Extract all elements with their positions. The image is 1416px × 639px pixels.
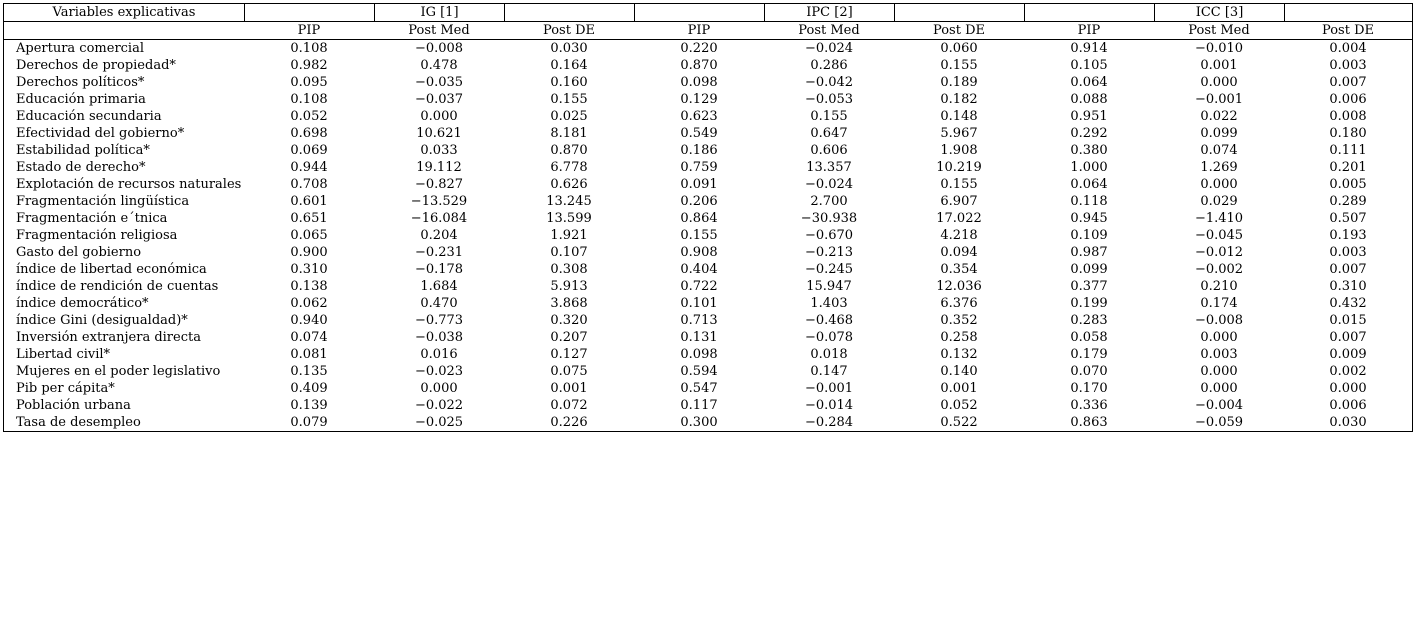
cell-pip-ipc: 0.864 [680, 211, 718, 226]
header-spacer [1284, 4, 1412, 21]
cell-pip-ipc: 0.186 [680, 143, 718, 158]
cell-pip-ig: 0.079 [290, 415, 328, 430]
table-row [4, 261, 1412, 278]
cell-post-med-ig: −0.022 [414, 398, 464, 413]
cell-pip-ipc: 0.547 [680, 381, 718, 396]
table-row [4, 227, 1412, 244]
cell-post-de-ig: 5.913 [550, 279, 588, 294]
row-label: Mujeres en el poder legislativo [16, 364, 221, 379]
cell-pip-icc: 0.179 [1070, 347, 1108, 362]
header-spacer [1024, 4, 1154, 21]
subheader-post-med: Post Med [798, 23, 860, 38]
cell-post-de-ipc: 0.132 [940, 347, 978, 362]
cell-post-med-ig: −0.827 [414, 177, 464, 192]
cell-post-de-ig: 0.030 [550, 41, 588, 56]
cell-pip-icc: 0.951 [1070, 109, 1108, 124]
cell-post-med-ipc: −0.001 [804, 381, 854, 396]
cell-post-de-ig: 0.226 [550, 415, 588, 430]
cell-post-de-icc: 0.002 [1329, 364, 1367, 379]
row-label: Tasa de desempleo [16, 415, 141, 430]
group-header-ig: IG [1] [374, 4, 504, 21]
cell-post-med-icc: 0.000 [1200, 364, 1238, 379]
table-row [4, 363, 1412, 380]
table-row [4, 380, 1412, 397]
cell-post-med-icc: 0.210 [1200, 279, 1238, 294]
cell-post-med-ipc: −0.213 [804, 245, 854, 260]
cell-post-de-ig: 6.778 [550, 160, 588, 175]
cell-post-de-ig: 0.155 [550, 92, 588, 107]
cell-pip-icc: 0.064 [1070, 75, 1108, 90]
row-label: índice Gini (desigualdad)* [16, 313, 188, 328]
cell-post-de-ipc: 0.094 [940, 245, 978, 260]
subheader-post-de: Post DE [1322, 23, 1374, 38]
group-header-row [4, 4, 1412, 21]
cell-pip-ig: 0.065 [290, 228, 328, 243]
cell-pip-ipc: 0.101 [680, 296, 718, 311]
cell-post-de-ig: 0.626 [550, 177, 588, 192]
cell-post-med-ig: 1.684 [420, 279, 458, 294]
cell-post-de-icc: 0.009 [1329, 347, 1367, 362]
row-label: Libertad civil* [16, 347, 111, 362]
cell-post-de-ipc: 0.522 [940, 415, 978, 430]
table-row [4, 40, 1412, 57]
table-row [4, 142, 1412, 159]
cell-post-med-icc: −0.004 [1194, 398, 1244, 413]
cell-post-de-ig: 0.127 [550, 347, 588, 362]
cell-post-de-ipc: 0.148 [940, 109, 978, 124]
cell-post-med-icc: −0.010 [1194, 41, 1244, 56]
table-row [4, 57, 1412, 74]
cell-post-de-ig: 13.599 [546, 211, 592, 226]
cell-pip-icc: 0.109 [1070, 228, 1108, 243]
cell-pip-ig: 0.052 [290, 109, 328, 124]
cell-pip-icc: 0.945 [1070, 211, 1108, 226]
cell-post-de-ig: 0.075 [550, 364, 588, 379]
cell-post-med-ipc: 0.606 [810, 143, 848, 158]
table-row [4, 397, 1412, 414]
cell-pip-icc: 0.058 [1070, 330, 1108, 345]
cell-post-de-ig: 0.160 [550, 75, 588, 90]
cell-post-med-ig: 19.112 [416, 160, 462, 175]
cell-pip-ig: 0.310 [290, 262, 328, 277]
cell-pip-ipc: 0.594 [680, 364, 718, 379]
row-label: índice de rendición de cuentas [16, 279, 219, 294]
cell-post-med-ipc: −0.468 [804, 313, 854, 328]
cell-post-de-icc: 0.000 [1329, 381, 1367, 396]
row-label: índice de libertad económica [16, 262, 207, 277]
cell-pip-icc: 0.070 [1070, 364, 1108, 379]
cell-pip-icc: 0.118 [1070, 194, 1108, 209]
cell-post-med-ipc: −0.024 [804, 41, 854, 56]
cell-post-de-ig: 0.072 [550, 398, 588, 413]
cell-pip-ipc: 0.623 [680, 109, 718, 124]
cell-post-med-ig: 0.016 [420, 347, 458, 362]
cell-post-de-icc: 0.007 [1329, 330, 1367, 345]
table-row [4, 278, 1412, 295]
cell-post-med-ig: −13.529 [410, 194, 468, 209]
cell-post-de-ipc: 0.352 [940, 313, 978, 328]
group-header-icc: ICC [3] [1154, 4, 1284, 21]
cell-pip-ipc: 0.098 [680, 347, 718, 362]
cell-post-de-icc: 0.006 [1329, 398, 1367, 413]
cell-post-med-ipc: 2.700 [810, 194, 848, 209]
cell-pip-ipc: 0.713 [680, 313, 718, 328]
cell-pip-icc: 0.914 [1070, 41, 1108, 56]
row-label: Fragmentación religiosa [16, 228, 178, 243]
cell-pip-ipc: 0.404 [680, 262, 718, 277]
cell-post-med-ipc: 15.947 [806, 279, 852, 294]
table-row [4, 329, 1412, 346]
cell-post-de-icc: 0.432 [1329, 296, 1367, 311]
table-row [4, 312, 1412, 329]
cell-post-med-ig: −0.023 [414, 364, 464, 379]
cell-post-de-icc: 0.003 [1329, 245, 1367, 260]
cell-pip-ig: 0.698 [290, 126, 328, 141]
cell-post-de-ipc: 1.908 [940, 143, 978, 158]
cell-post-de-icc: 0.007 [1329, 75, 1367, 90]
cell-pip-ig: 0.062 [290, 296, 328, 311]
cell-pip-icc: 0.064 [1070, 177, 1108, 192]
row-label: índice democrático* [16, 296, 149, 311]
cell-pip-ipc: 0.206 [680, 194, 718, 209]
cell-post-med-icc: −0.002 [1194, 262, 1244, 277]
cell-post-med-icc: 0.000 [1200, 75, 1238, 90]
cell-post-de-icc: 0.201 [1329, 160, 1367, 175]
header-spacer [504, 4, 634, 21]
row-label: Educación primaria [16, 92, 146, 107]
cell-post-de-ig: 0.870 [550, 143, 588, 158]
cell-pip-ig: 0.139 [290, 398, 328, 413]
table-row [4, 159, 1412, 176]
cell-post-med-icc: −0.001 [1194, 92, 1244, 107]
cell-post-med-ipc: 1.403 [810, 296, 848, 311]
cell-post-med-ipc: 0.647 [810, 126, 848, 141]
cell-post-de-ipc: 0.140 [940, 364, 978, 379]
cell-post-de-ipc: 6.907 [940, 194, 978, 209]
cell-post-de-ipc: 0.001 [940, 381, 978, 396]
cell-pip-icc: 0.336 [1070, 398, 1108, 413]
cell-post-de-ipc: 12.036 [936, 279, 982, 294]
table-row [4, 176, 1412, 193]
cell-post-med-icc: 1.269 [1200, 160, 1238, 175]
cell-post-med-ipc: 0.018 [810, 347, 848, 362]
cell-pip-ipc: 0.098 [680, 75, 718, 90]
cell-pip-icc: 0.377 [1070, 279, 1108, 294]
cell-post-med-ipc: 0.155 [810, 109, 848, 124]
cell-pip-ipc: 0.091 [680, 177, 718, 192]
cell-pip-icc: 0.380 [1070, 143, 1108, 158]
cell-pip-icc: 0.987 [1070, 245, 1108, 260]
cell-post-de-icc: 0.507 [1329, 211, 1367, 226]
cell-pip-ipc: 0.300 [680, 415, 718, 430]
cell-post-med-ig: 0.470 [420, 296, 458, 311]
cell-pip-ig: 0.708 [290, 177, 328, 192]
cell-post-med-ipc: 0.286 [810, 58, 848, 73]
cell-post-de-icc: 0.015 [1329, 313, 1367, 328]
cell-post-med-icc: 0.001 [1200, 58, 1238, 73]
cell-post-de-icc: 0.008 [1329, 109, 1367, 124]
cell-pip-ipc: 0.131 [680, 330, 718, 345]
cell-pip-ipc: 0.759 [680, 160, 718, 175]
cell-post-de-icc: 0.193 [1329, 228, 1367, 243]
cell-post-med-icc: 0.022 [1200, 109, 1238, 124]
cell-post-med-ig: −0.008 [414, 41, 464, 56]
cell-post-de-ipc: 0.354 [940, 262, 978, 277]
cell-post-med-ig: −0.178 [414, 262, 464, 277]
cell-post-de-icc: 0.030 [1329, 415, 1367, 430]
row-label: Población urbana [16, 398, 131, 413]
cell-post-de-ig: 0.025 [550, 109, 588, 124]
cell-post-de-ig: 8.181 [550, 126, 588, 141]
header-spacer [634, 4, 764, 21]
cell-post-de-ipc: 0.155 [940, 177, 978, 192]
cell-post-med-ig: −0.035 [414, 75, 464, 90]
cell-pip-ig: 0.074 [290, 330, 328, 345]
cell-post-med-ig: −0.038 [414, 330, 464, 345]
cell-post-med-ig: −16.084 [410, 211, 468, 226]
cell-post-med-ig: 10.621 [416, 126, 462, 141]
cell-post-de-icc: 0.007 [1329, 262, 1367, 277]
cell-post-med-ipc: −0.670 [804, 228, 854, 243]
row-label: Estado de derecho* [16, 160, 146, 175]
cell-post-de-ipc: 0.060 [940, 41, 978, 56]
cell-post-med-ipc: −0.284 [804, 415, 854, 430]
row-label: Pib per cápita* [16, 381, 115, 396]
cell-pip-ipc: 0.129 [680, 92, 718, 107]
row-label: Apertura comercial [16, 41, 145, 56]
cell-post-med-icc: 0.074 [1200, 143, 1238, 158]
cell-post-de-ipc: 0.189 [940, 75, 978, 90]
table-row [4, 295, 1412, 312]
cell-post-de-icc: 0.005 [1329, 177, 1367, 192]
row-label: Derechos de propiedad* [16, 58, 176, 73]
table-row [4, 125, 1412, 142]
row-label: Educación secundaria [16, 109, 162, 124]
subheader-post-de: Post DE [543, 23, 595, 38]
cell-post-de-icc: 0.006 [1329, 92, 1367, 107]
table-row [4, 193, 1412, 210]
row-label: Explotación de recursos naturales [16, 177, 242, 192]
cell-post-med-ipc: −30.938 [800, 211, 858, 226]
cell-pip-ipc: 0.870 [680, 58, 718, 73]
cell-post-med-icc: 0.099 [1200, 126, 1238, 141]
subheader-row [4, 21, 1412, 39]
cell-pip-icc: 0.088 [1070, 92, 1108, 107]
cell-pip-ig: 0.138 [290, 279, 328, 294]
cell-pip-ipc: 0.117 [680, 398, 718, 413]
cell-post-med-icc: 0.174 [1200, 296, 1238, 311]
cell-pip-icc: 1.000 [1070, 160, 1108, 175]
cell-pip-icc: 0.199 [1070, 296, 1108, 311]
table-row [4, 414, 1412, 431]
cell-pip-ig: 0.108 [290, 92, 328, 107]
cell-pip-ipc: 0.220 [680, 41, 718, 56]
cell-post-med-icc: −0.059 [1194, 415, 1244, 430]
table-body [4, 39, 1412, 431]
cell-post-de-icc: 0.111 [1329, 143, 1367, 158]
cell-post-de-ig: 0.001 [550, 381, 588, 396]
subheader-pip: PIP [687, 23, 711, 38]
row-label: Fragmentación e´tnica [16, 211, 168, 226]
cell-post-de-ig: 1.921 [550, 228, 588, 243]
cell-pip-ipc: 0.549 [680, 126, 718, 141]
cell-post-med-ipc: −0.053 [804, 92, 854, 107]
cell-post-de-ig: 0.207 [550, 330, 588, 345]
cell-pip-ipc: 0.155 [680, 228, 718, 243]
table-row [4, 91, 1412, 108]
cell-post-med-ig: 0.000 [420, 109, 458, 124]
cell-post-med-icc: −0.012 [1194, 245, 1244, 260]
cell-pip-ig: 0.409 [290, 381, 328, 396]
cell-pip-icc: 0.283 [1070, 313, 1108, 328]
cell-post-de-icc: 0.003 [1329, 58, 1367, 73]
cell-pip-ig: 0.982 [290, 58, 328, 73]
cell-post-med-ig: 0.000 [420, 381, 458, 396]
cell-post-med-ig: −0.037 [414, 92, 464, 107]
results-table [3, 3, 1413, 432]
cell-post-de-ig: 13.245 [546, 194, 592, 209]
table-row [4, 74, 1412, 91]
cell-pip-icc: 0.292 [1070, 126, 1108, 141]
cell-post-de-ipc: 4.218 [940, 228, 978, 243]
cell-post-med-icc: 0.003 [1200, 347, 1238, 362]
cell-post-med-icc: 0.000 [1200, 381, 1238, 396]
cell-post-de-ipc: 0.258 [940, 330, 978, 345]
header-spacer [894, 4, 1024, 21]
table-row [4, 244, 1412, 261]
cell-post-de-ipc: 10.219 [936, 160, 982, 175]
cell-post-med-ipc: 0.147 [810, 364, 848, 379]
cell-post-de-ipc: 0.155 [940, 58, 978, 73]
cell-pip-ig: 0.651 [290, 211, 328, 226]
cell-post-med-icc: −1.410 [1194, 211, 1244, 226]
cell-pip-ig: 0.601 [290, 194, 328, 209]
cell-post-de-ig: 0.164 [550, 58, 588, 73]
cell-pip-ig: 0.944 [290, 160, 328, 175]
cell-post-med-icc: 0.000 [1200, 177, 1238, 192]
subheader-pip: PIP [297, 23, 321, 38]
cell-post-med-ig: −0.773 [414, 313, 464, 328]
cell-post-med-ig: −0.231 [414, 245, 464, 260]
cell-pip-ig: 0.095 [290, 75, 328, 90]
cell-post-de-ipc: 0.182 [940, 92, 978, 107]
cell-post-med-ipc: −0.042 [804, 75, 854, 90]
cell-post-med-ipc: −0.024 [804, 177, 854, 192]
cell-post-de-ipc: 6.376 [940, 296, 978, 311]
cell-post-de-icc: 0.289 [1329, 194, 1367, 209]
variables-header: Variables explicativas [52, 5, 196, 20]
cell-pip-icc: 0.099 [1070, 262, 1108, 277]
row-label: Estabilidad política* [16, 143, 150, 158]
cell-post-de-ig: 0.308 [550, 262, 588, 277]
cell-post-med-ipc: −0.245 [804, 262, 854, 277]
cell-pip-icc: 0.105 [1070, 58, 1108, 73]
cell-pip-ig: 0.135 [290, 364, 328, 379]
cell-pip-ig: 0.081 [290, 347, 328, 362]
cell-post-med-ig: 0.478 [420, 58, 458, 73]
cell-pip-ig: 0.940 [290, 313, 328, 328]
cell-post-de-ig: 0.320 [550, 313, 588, 328]
subheader-pip: PIP [1077, 23, 1101, 38]
cell-post-med-ig: 0.204 [420, 228, 458, 243]
cell-pip-icc: 0.170 [1070, 381, 1108, 396]
subheader-post-med: Post Med [1188, 23, 1250, 38]
subheader-post-de: Post DE [933, 23, 985, 38]
table-row [4, 210, 1412, 227]
cell-post-de-ipc: 0.052 [940, 398, 978, 413]
row-label: Efectividad del gobierno* [16, 126, 185, 141]
cell-pip-icc: 0.863 [1070, 415, 1108, 430]
cell-post-med-ig: −0.025 [414, 415, 464, 430]
cell-post-med-icc: 0.000 [1200, 330, 1238, 345]
cell-post-med-icc: −0.008 [1194, 313, 1244, 328]
cell-pip-ig: 0.108 [290, 41, 328, 56]
cell-pip-ipc: 0.722 [680, 279, 718, 294]
cell-pip-ig: 0.900 [290, 245, 328, 260]
cell-post-med-ipc: 13.357 [806, 160, 852, 175]
cell-post-de-ig: 0.107 [550, 245, 588, 260]
subheader-post-med: Post Med [408, 23, 470, 38]
cell-post-med-ipc: −0.078 [804, 330, 854, 345]
cell-post-de-ipc: 17.022 [936, 211, 982, 226]
table-row [4, 346, 1412, 363]
cell-post-de-icc: 0.310 [1329, 279, 1367, 294]
cell-pip-ipc: 0.908 [680, 245, 718, 260]
row-label: Inversión extranjera directa [16, 330, 201, 345]
row-label: Gasto del gobierno [16, 245, 142, 260]
cell-pip-ig: 0.069 [290, 143, 328, 158]
cell-post-de-ipc: 5.967 [940, 126, 978, 141]
group-header-ipc: IPC [2] [764, 4, 894, 21]
cell-post-med-ipc: −0.014 [804, 398, 854, 413]
cell-post-med-icc: 0.029 [1200, 194, 1238, 209]
table-row [4, 108, 1412, 125]
cell-post-med-ig: 0.033 [420, 143, 458, 158]
cell-post-de-icc: 0.180 [1329, 126, 1367, 141]
row-label: Derechos políticos* [16, 75, 145, 90]
cell-post-de-icc: 0.004 [1329, 41, 1367, 56]
cell-post-de-ig: 3.868 [550, 296, 588, 311]
header-spacer [244, 4, 374, 21]
cell-post-med-icc: −0.045 [1194, 228, 1244, 243]
row-label: Fragmentación lingüística [16, 194, 190, 209]
